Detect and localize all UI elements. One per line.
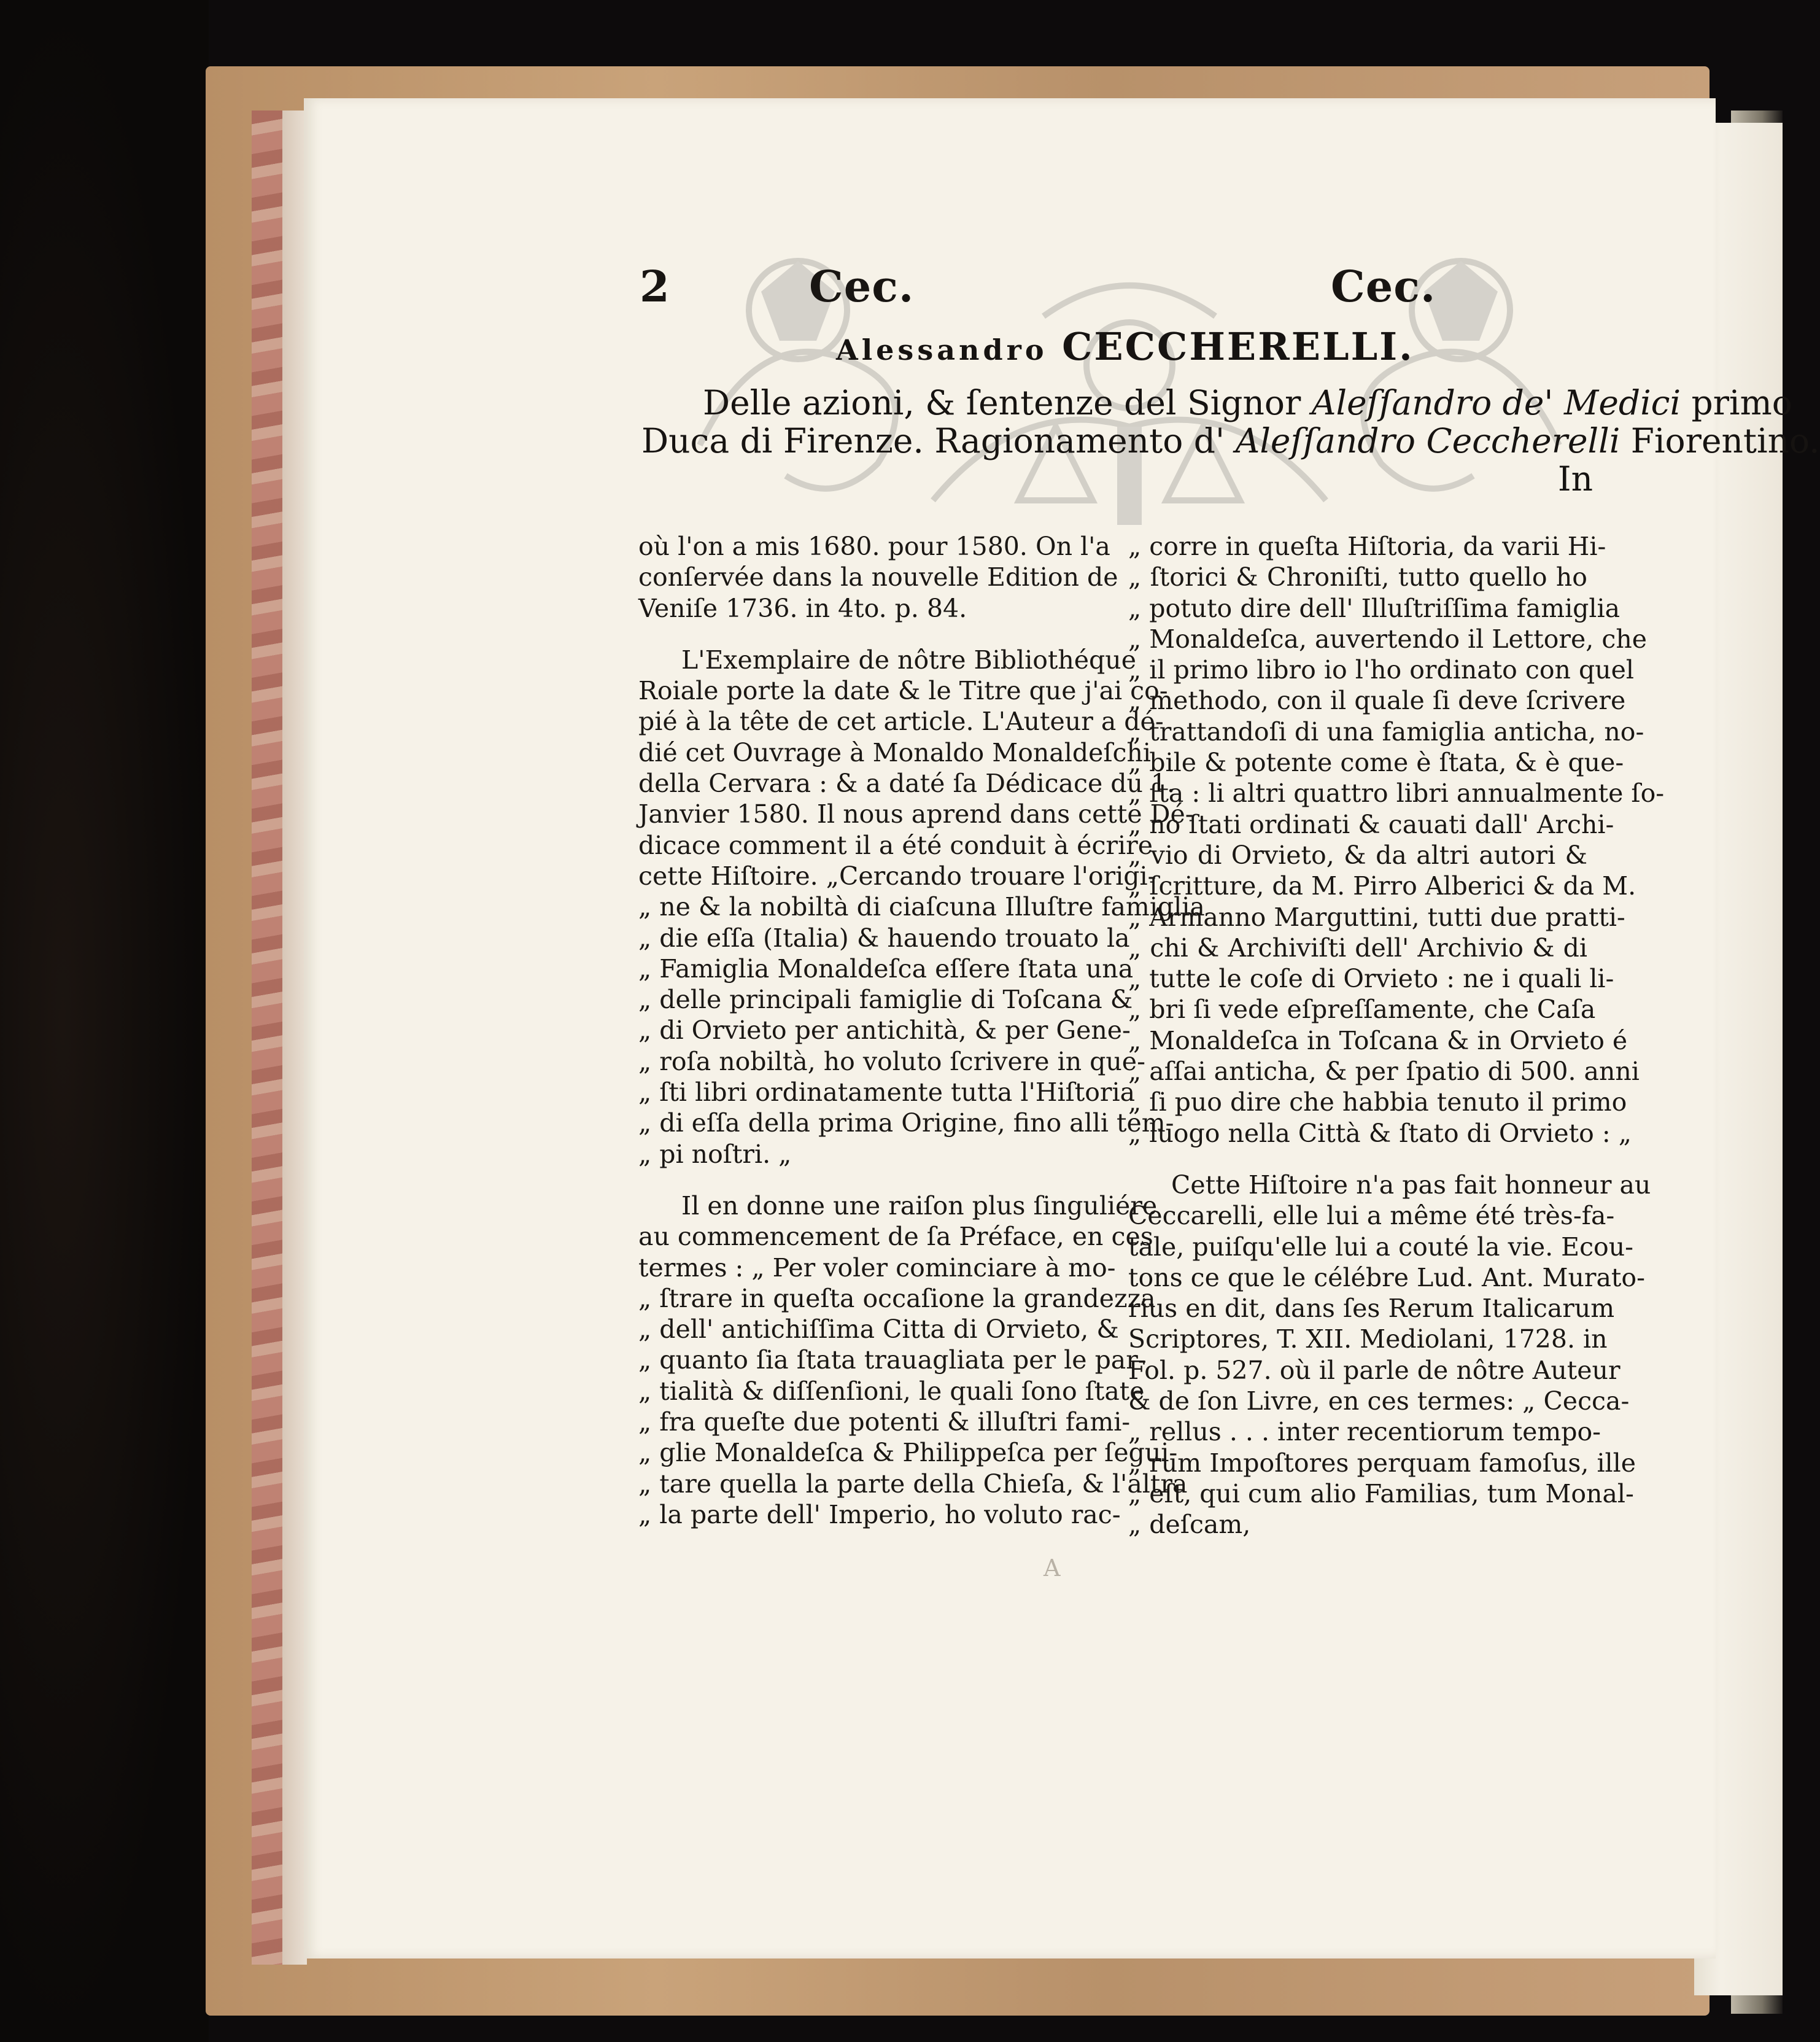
text-line: „ Famiglia Monaldeſca eſſere ſtata una: [638, 953, 1134, 984]
text-line: „ Monaldeſca, auvertendo il Lettore, che: [1128, 624, 1647, 654]
text-line: Il en donne une raiſon plus ſinguliére: [681, 1190, 1158, 1221]
text-line: „ no ſtati ordinati & cauati dall' Archi-: [1128, 809, 1614, 839]
signature-mark: A: [1044, 1555, 1061, 1582]
text-line: & de ſon Livre, en ces termes: „ Cecca-: [1128, 1386, 1630, 1416]
text-line: „ quanto ſia ſtata trauagliata per le par-: [638, 1345, 1147, 1375]
text-line: „ aſſai anticha, & per ſpatio di 500. anni: [1128, 1057, 1640, 1087]
text-line: „ deſcam,: [1128, 1510, 1251, 1540]
text-line: „ di Orvieto per antichità, & per Gene-: [638, 1015, 1131, 1046]
text-line: „ rellus . . . inter recentiorum tempo-: [1128, 1417, 1601, 1447]
text-line: tale, puiſqu'elle lui a couté la vie. Ecou-: [1128, 1232, 1634, 1262]
text-line: conſervée dans la nouvelle Edition de: [638, 562, 1118, 592]
text-line: cette Hiſtoire. „Cercando trouare l'origi-: [638, 861, 1156, 891]
paragraph-gap: [638, 624, 1096, 645]
text-line: „ die eſſa (Italia) & hauendo trouato la: [638, 923, 1130, 953]
text-line: „ vio di Orvieto, & da altri autori &: [1128, 840, 1587, 870]
text-line: „ ſta : li altri quattro libri annualmente ſo-: [1128, 778, 1665, 809]
text-line: pié à la tête de cet article. L'Auteur a dé-: [638, 707, 1164, 737]
text-line: „ potuto dire dell' Illuſtriſſima famiglia: [1128, 593, 1621, 623]
text-line: Roiale porte la date & le Titre que j'ai co-: [638, 676, 1168, 706]
text-line: „ tutte le coſe di Orvieto : ne i quali li-: [1128, 964, 1614, 994]
text-line: „ chi & Archiviſti dell' Archivio & di: [1128, 933, 1587, 963]
text-line: „ dell' antichiſſima Citta di Orvieto, &: [638, 1314, 1119, 1345]
text-line: L'Exemplaire de nôtre Bibliothéque: [681, 645, 1136, 675]
text-line: „ di eſſa della prima Origine, fino alli tem-: [638, 1108, 1174, 1138]
text-line: „ la parte dell' Imperio, ho voluto rac-: [638, 1499, 1121, 1529]
text-line: „ luogo nella Città & ſtato di Orvieto : „: [1128, 1118, 1632, 1148]
text-line: au commencement de ſa Préface, en ces: [638, 1222, 1153, 1252]
text-line: rius en dit, dans ſes Rerum Italicarum: [1128, 1294, 1615, 1324]
text-line: „ trattandoſi di una famiglia anticha, no-: [1128, 716, 1644, 747]
citation-line-3: In: [1557, 459, 1593, 499]
page-number: 2: [640, 261, 670, 312]
text-line: tons ce que le célébre Lud. Ant. Murato-: [1128, 1262, 1645, 1292]
text-line: Ceccarelli, elle lui a même été très-fa-: [1128, 1201, 1615, 1231]
citation-line-2: Duca di Firenze. Ragionamento d' Aleſſandro Ceccherelli Fiorentino.: [641, 421, 1820, 460]
text-line: Cette Hiſtoire n'a pas fait honneur au: [1171, 1170, 1651, 1200]
text-line: Janvier 1580. Il nous aprend dans cette Dé-: [638, 799, 1194, 829]
text-line: „ ſti libri ordinatamente tutta l'Hiſtoria: [638, 1077, 1136, 1108]
text-line: dié cet Ouvrage à Monaldo Monaldeſchi: [638, 737, 1152, 767]
text-line: „ roſa nobiltà, ho voluto ſcrivere in que-: [638, 1046, 1145, 1076]
text-line: della Cervara : & a daté ſa Dédicace du 1.: [638, 769, 1175, 799]
text-line: Fol. p. 527. où il parle de nôtre Auteur: [1128, 1355, 1621, 1385]
text-line: „ Armanno Marguttini, tutti due pratti-: [1128, 902, 1625, 932]
article-title: [836, 324, 1603, 369]
text-line: „ il primo libro io l'ho ordinato con quel: [1128, 655, 1635, 685]
text-line: „ bile & potente come è ſtata, & è que-: [1128, 748, 1624, 778]
text-line: dicace comment il a été conduit à écrire: [638, 830, 1153, 860]
book-citation: [641, 383, 1820, 499]
text-line: „ pi noſtri. „: [638, 1139, 792, 1169]
text-line: „ ſi puo dire che habbia tenuto il primo: [1128, 1087, 1627, 1117]
right-column-text: [1128, 531, 1665, 1540]
text-line: „ ne & la nobiltà di ciaſcuna Illuſtre famiglia: [638, 892, 1205, 922]
citation-line-1: Delle azioni, & ſentenze del Signor Aleſſandro de' Medici primo: [703, 383, 1792, 422]
text-line: Veniſe 1736. in 4to. p. 84.: [638, 593, 967, 623]
text-line: „ eſt, qui cum alio Familias, tum Monal-: [1128, 1478, 1634, 1508]
title-first-name: Alessandro: [836, 333, 1048, 367]
text-line: „ fra queſte due potenti & illuſtri fami-: [638, 1407, 1131, 1437]
text-line: où l'on a mis 1680. pour 1580. On l'a: [638, 532, 1110, 561]
text-line: termes : „ Per voler cominciare à mo-: [638, 1252, 1116, 1283]
flyleaf-edge: [282, 111, 307, 1965]
text-line: „ bri ſi vede eſpreſſamente, che Caſa: [1128, 995, 1596, 1025]
dark-background: [0, 0, 209, 2042]
paragraph-gap: [1128, 1149, 1587, 1170]
text-line: „ ſtorici & Chroniſti, tutto quello ho: [1128, 562, 1587, 592]
text-line: „ tialità & diſſenſioni, le quali ſono ſtate: [638, 1376, 1145, 1406]
text-line: „ Monaldeſca in Toſcana & in Orvieto é: [1128, 1025, 1628, 1055]
text-line: „ rum Impoſtores perquam famoſus, ille: [1128, 1448, 1636, 1478]
running-head-right: Cec.: [1331, 261, 1436, 312]
left-column-text: [638, 531, 1205, 1530]
paragraph-gap: [638, 1170, 1096, 1190]
text-line: „ ſtrare in queſta occaſione la grandezza: [638, 1283, 1156, 1313]
text-line: „ delle principali famiglie di Toſcana &: [638, 985, 1133, 1015]
text-line: „ ſcritture, da M. Pirro Alberici & da M.: [1128, 871, 1636, 901]
text-line: „ corre in queſta Hiſtoria, da varii Hi-: [1128, 532, 1606, 561]
text-line: „ methodo, con il quale ſi deve ſcrivere: [1128, 686, 1626, 716]
title-surname: CECCHERELLI.: [1062, 324, 1414, 369]
text-line: „ glie Monaldeſca & Philippeſca per ſegui-: [638, 1438, 1178, 1468]
text-line: Scriptores, T. XII. Mediolani, 1728. in: [1128, 1324, 1608, 1354]
running-head-left: Cec.: [809, 261, 915, 312]
text-line: „ tare quella la parte della Chieſa, & l'altra: [638, 1469, 1188, 1499]
